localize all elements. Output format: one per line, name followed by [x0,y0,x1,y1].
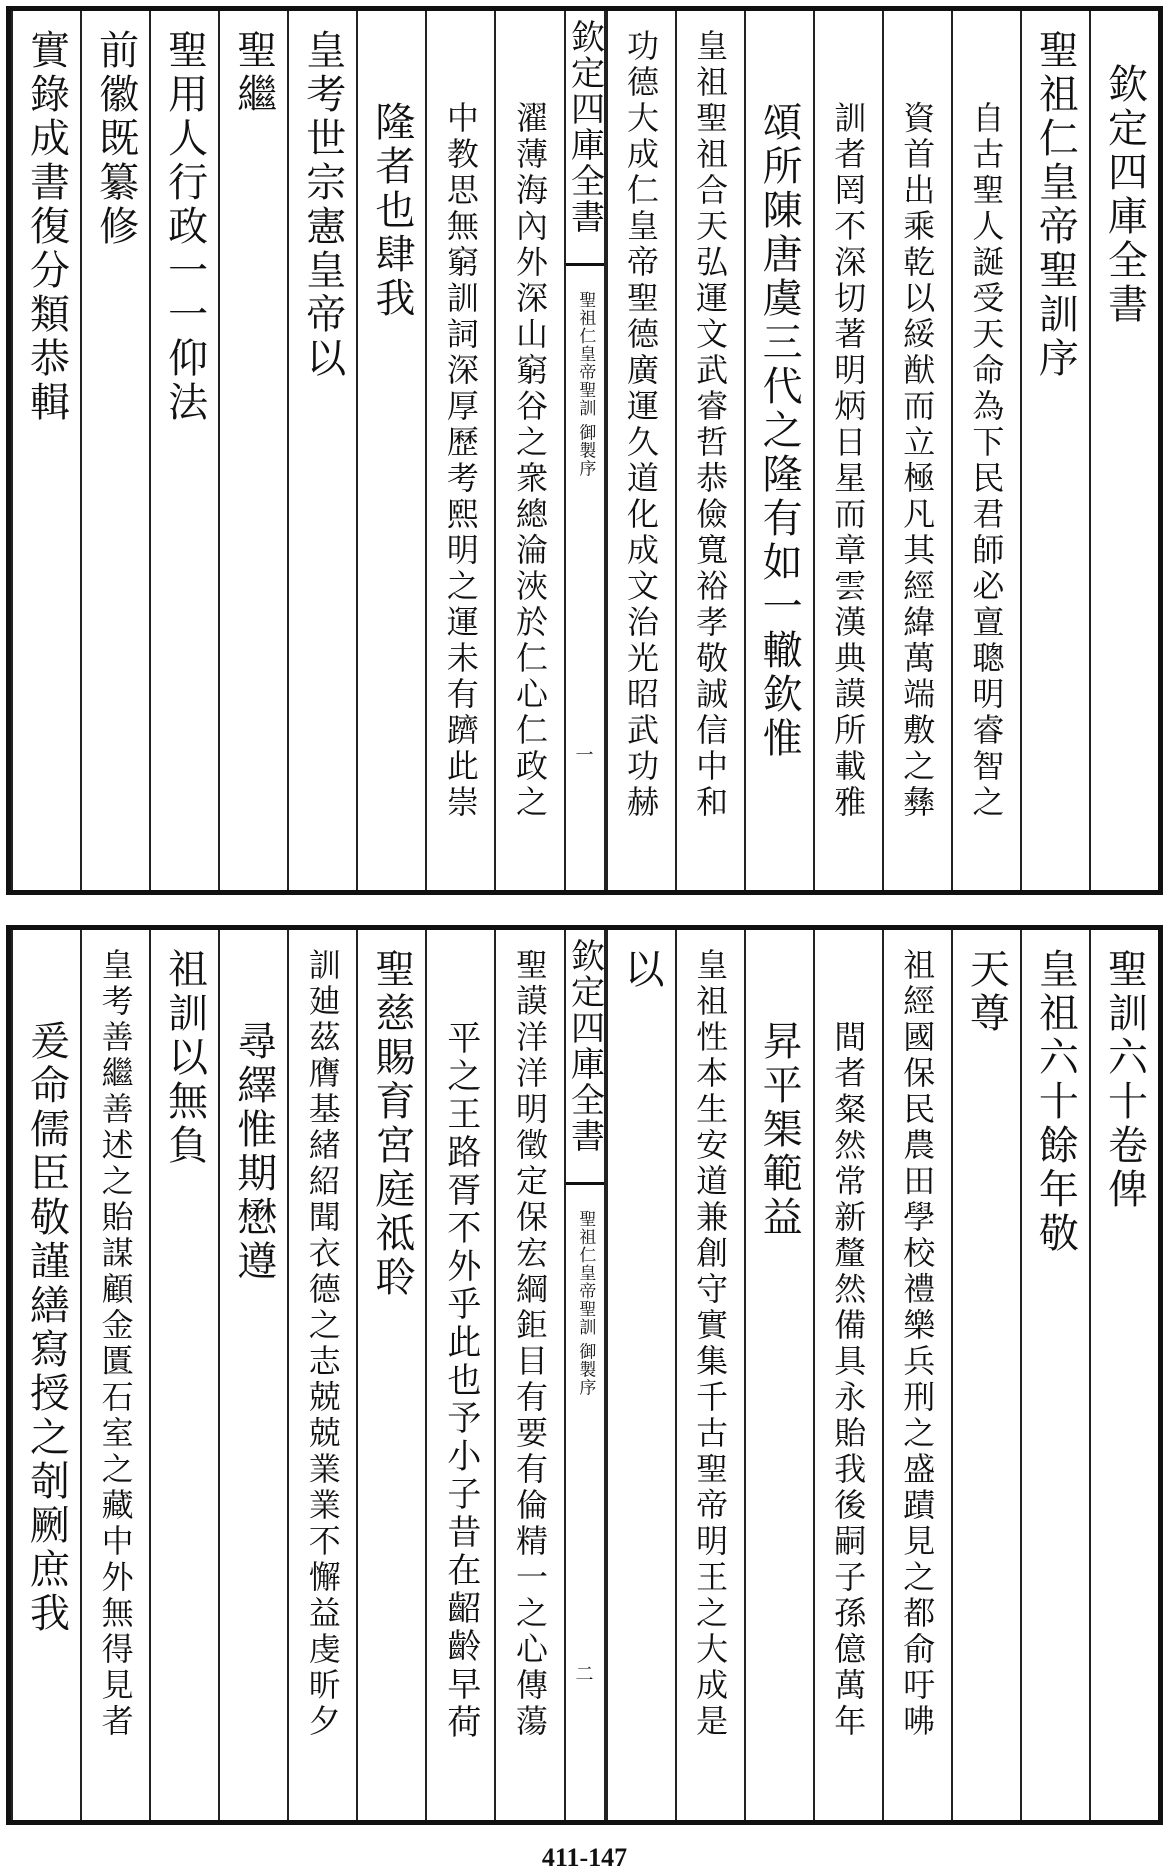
column-text: 訓廸茲膺基緒紹聞衣德之志兢兢業業不懈益虔昕夕 [303,948,342,1740]
top-page [6,6,1163,895]
fold-center-column [564,11,606,890]
text-column [287,11,356,890]
fold-title: 欽定四庫全書 [564,938,605,1154]
text-column [744,930,813,1820]
column-text: 聖訓六十卷俾 [1101,948,1148,1212]
text-column [882,11,951,890]
text-column [425,930,494,1820]
column-text: 皇祖六十餘年敬 [1032,948,1079,1256]
fold-title: 欽定四庫全書 [564,19,605,235]
column-text: 聖用人行政一一仰法 [161,29,208,425]
text-column [1020,930,1089,1820]
fold-fish-tail-mark [566,1182,604,1203]
text-column [951,930,1020,1820]
text-column [356,930,425,1820]
column-text: 欽定四庫全書 [1101,63,1148,327]
text-column [882,930,951,1820]
column-text: 前徽既纂修 [92,29,139,249]
column-text: 聖祖仁皇帝聖訓序 [1032,29,1079,381]
text-column [494,930,563,1820]
column-text: 聖繼 [230,29,277,117]
column-text: 皇考善繼善述之貽謀顧金匱石室之藏中外無得見者 [96,948,135,1740]
column-text: 聖慈賜育宮庭祗聆 [368,948,415,1300]
column-text: 間者粲然常新釐然備具永貽我後嗣子孫億萬年 [829,1020,868,1740]
text-column [606,930,675,1820]
column-text: 天尊 [963,948,1010,1036]
fold-page-number: 一 [575,745,594,766]
column-text: 祖經國保民農田學校禮樂兵刑之盛蹟見之都俞吁咈 [898,948,937,1740]
text-column [1089,11,1158,890]
column-text: 聖謨洋洋明徵定保宏綱鉅目有要有倫精一之心傳蕩 [510,948,549,1740]
text-column [675,930,744,1820]
bottom-page [6,925,1163,1825]
column-text: 以 [618,948,665,992]
text-column [744,11,813,890]
column-text: 中教思無窮訓詞深厚歷考熙明之運未有躋此崇 [441,101,480,821]
text-column [218,11,287,890]
column-text: 頌所陳唐虞三代之隆有如一轍欽惟 [756,101,803,761]
column-text: 皇祖性本生安道兼創守實集千古聖帝明王之大成是 [691,948,730,1740]
column-text: 爰命儒臣敬謹繕寫授之剞劂庶我 [23,1020,70,1636]
text-column [80,930,149,1820]
text-column [356,11,425,890]
column-text: 訓者罔不深切著明炳日星而章雲漢典謨所載雅 [829,101,868,821]
text-column [149,930,218,1820]
text-column [675,11,744,890]
fold-subtitle: 聖祖仁皇帝聖訓 御製序 [575,1210,596,1397]
text-column [11,930,80,1820]
fold-center-column [564,930,606,1820]
column-text: 祖訓以無負 [161,948,208,1168]
column-text: 功德大成仁皇帝聖德廣運久道化成文治光昭武功赫 [622,29,661,821]
text-column [1089,930,1158,1820]
text-column [1020,11,1089,890]
text-column [813,930,882,1820]
column-text: 濯薄海內外深山窮谷之衆總淪浹於仁心仁政之 [510,101,549,821]
text-column [11,11,80,890]
text-column [218,930,287,1820]
column-text: 自古聖人誕受天命為下民君師必亶聰明睿智之 [967,101,1006,821]
text-column [494,11,563,890]
column-text: 皇考世宗憲皇帝以 [299,29,346,381]
fold-page-number: 二 [575,1664,594,1685]
column-text: 實錄成書復分類恭輯 [23,29,70,425]
text-column [425,11,494,890]
column-text: 尋繹惟期懋遵 [230,1020,277,1284]
page-code: 411-147 [541,1843,628,1872]
text-column [80,11,149,890]
fold-subtitle: 聖祖仁皇帝聖訓 御製序 [575,291,596,478]
fold-fish-tail-mark [566,263,604,284]
text-column [813,11,882,890]
text-column [951,11,1020,890]
column-text: 平之王路胥不外乎此也予小子昔在齠齡早荷 [440,1020,481,1742]
text-column [606,11,675,890]
text-column [287,930,356,1820]
column-text: 資首出乘乾以綏猷而立極凡其經緯萬端敷之彝 [898,101,937,821]
text-column [149,11,218,890]
column-text: 皇祖聖祖合天弘運文武睿哲恭儉寬裕孝敬誠信中和 [691,29,730,821]
column-text: 昇平榘範益 [756,1020,803,1240]
column-text: 隆者也肆我 [368,101,415,321]
